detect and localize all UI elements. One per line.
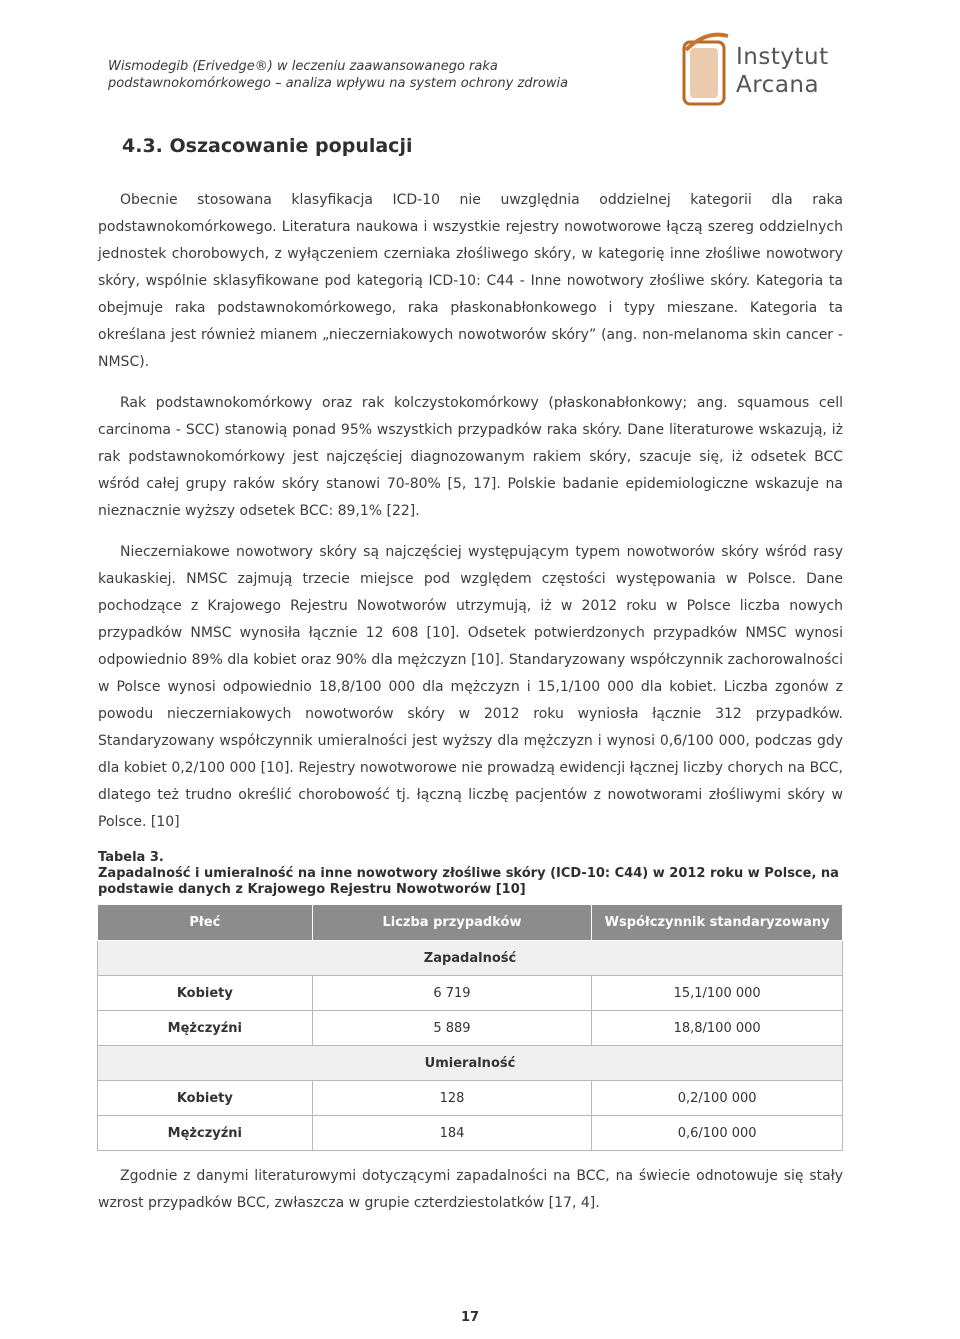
logo-text-line-2: Arcana	[736, 72, 820, 98]
logo-emblem-icon	[676, 30, 736, 110]
paragraph-4: Zgodnie z danymi literaturowymi dotyczącymi zapadalności na BCC, na świecie odnotowuje się stały wzrost przypadków BCC, zwłaszcza w grupie czterdziestolatków [17, 4].	[98, 1168, 843, 1211]
cell-cases: 128	[312, 1081, 592, 1116]
cell-rate: 15,1/100 000	[592, 976, 843, 1011]
row-label: Mężczyźni	[98, 1011, 313, 1046]
page-number: 17	[460, 1310, 480, 1325]
row-label: Mężczyźni	[98, 1116, 313, 1151]
paragraph-1: Obecnie stosowana klasyfikacja ICD-10 nie uwzględnia oddzielnej kategorii dla raka podstawnokomórkowego. Literatura naukowa i wszystkie rejestry nowotworowe łączą szereg oddzielnych jednostek chorobowych, z wyłączeniem czerniaka złośliwego skóry, w kategorię inne złośliwe nowotwory skóry, wspólnie sklasyfikowane pod kategorią ICD-10: C44 - Inne nowotwory złośliwe skóry. Kategoria ta obejmuje raka podstawnokomórkowego, raka płaskonabłonkowego i typy mieszane. Kategoria ta określana jest również mianem „nieczerniakowych nowotworów skóry” (ang. non-melanoma skin cancer - NMSC).	[98, 192, 843, 370]
cell-cases: 6 719	[312, 976, 592, 1011]
header-cell-rate: Współczynnik standaryzowany	[592, 905, 843, 941]
group-title-incidence: Zapadalność	[98, 941, 843, 976]
logo-text-line-1: Instytut	[736, 44, 829, 70]
header-line-1: Wismodegib (Erivedge®) w leczeniu zaawansowanego raka	[108, 59, 498, 74]
incidence-mortality-table	[97, 904, 843, 1151]
row-label: Kobiety	[98, 976, 313, 1011]
row-label: Kobiety	[98, 1081, 313, 1116]
group-title-mortality: Umieralność	[98, 1046, 843, 1081]
paragraph-3: Nieczerniakowe nowotwory skóry są najczęściej występującym typem nowotworów skóry wśród rasy kaukaskiej. NMSC zajmują trzecie miejsce pod względem częstości występowania w Polsce. Dane pochodzące z Krajowego Rejestru Nowotworów utrzymują, iż w 2012 roku w Polsce liczba nowych przypadków NMSC wynosiła łącznie 12 608 [10]. Odsetek potwierdzonych przypadków NMSC wynosi odpowiednio 89% dla kobiet oraz 90% dla mężczyzn [10]. Standaryzowany współczynnik zachorowalności w Polsce wynosi odpowiednio 18,8/100 000 dla mężczyzn i 15,1/100 000 dla kobiet. Liczba zgonów z powodu nieczerniakowych nowotworów skóry w 2012 roku wyniosła łącznie 312 przypadków. Standaryzowany współczynnik umieralności jest wyższy dla mężczyzn i wynosi 0,6/100 000, podczas gdy dla kobiet 0,2/100 000 [10]. Rejestry nowotworowe nie prowadzą ewidencji łącznej liczby chorych na BCC, dlatego też trudno określić chorobowość tj. łączną liczbę pacjentów z nowotworami złośliwymi skóry w Polsce. [10]	[98, 544, 843, 830]
body-text-top	[98, 187, 843, 850]
cell-rate: 0,6/100 000	[592, 1116, 843, 1151]
table-group-row	[98, 1046, 843, 1081]
table-row	[98, 1011, 843, 1046]
table-row	[98, 1116, 843, 1151]
table-row	[98, 976, 843, 1011]
cell-rate: 18,8/100 000	[592, 1011, 843, 1046]
table-row	[98, 1081, 843, 1116]
header-cell-sex: Płeć	[98, 905, 313, 941]
cell-rate: 0,2/100 000	[592, 1081, 843, 1116]
instytut-arcana-logo	[676, 30, 876, 110]
paragraph-2: Rak podstawnokomórkowy oraz rak kolczystokomórkowy (płaskonabłonkowy; ang. squamous cell carcinoma - SCC) stanowią ponad 95% wszystkich przypadków raka skóry. Dane literaturowe wskazują, iż rak podstawnokomórkowy jest najczęściej diagnozowanym rakiem skóry, szacuje się, iż odsetek BCC wśród całej grupy raków skóry stanowi 70-80% [5, 17]. Polskie badanie epidemiologiczne wskazuje na nieznacznie wyższy odsetek BCC: 89,1% [22].	[98, 395, 843, 519]
section-title: 4.3. Oszacowanie populacji	[122, 135, 413, 157]
header-line-2: podstawnokomórkowego – analiza wpływu na system ochrony zdrowia	[108, 76, 569, 91]
table-caption-label: Tabela 3.	[98, 850, 164, 865]
header-cell-cases: Liczba przypadków	[312, 905, 592, 941]
table-group-row	[98, 941, 843, 976]
cell-cases: 184	[312, 1116, 592, 1151]
table-header-row	[98, 905, 843, 941]
table-caption-text: Zapadalność i umieralność na inne nowotwory złośliwe skóry (ICD-10: C44) w 2012 roku w Polsce, na podstawie danych z Krajowego Rejestru Nowotworów [10]	[98, 866, 839, 897]
table-caption	[98, 850, 843, 898]
running-header	[108, 58, 668, 92]
cell-cases: 5 889	[312, 1011, 592, 1046]
body-text-bottom	[98, 1163, 843, 1231]
